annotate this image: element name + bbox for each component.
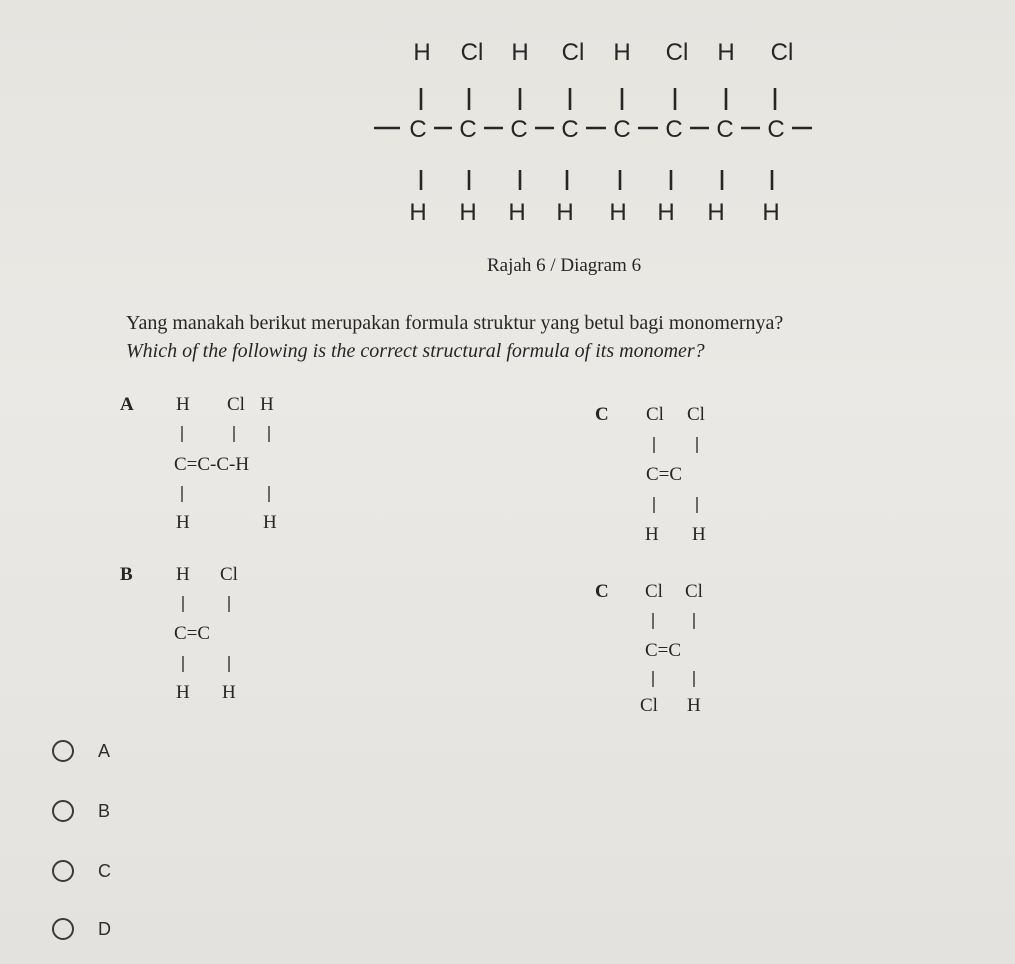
choice-a-structure xyxy=(110,390,350,540)
bottom-atom: H xyxy=(508,199,526,226)
chain-carbon: C xyxy=(613,116,631,143)
bottom-atom: H xyxy=(707,199,725,226)
top-atom: H xyxy=(613,39,631,66)
choice-bottom-atom: H xyxy=(645,524,659,545)
choice-c-structure-2 xyxy=(585,570,745,720)
top-atom: Cl xyxy=(460,39,484,66)
answer-label[interactable]: A xyxy=(98,740,111,761)
answer-label[interactable]: D xyxy=(98,918,111,939)
chain-carbon: C xyxy=(561,116,579,143)
top-atom: H xyxy=(511,39,529,66)
top-atom: Cl xyxy=(770,39,794,66)
top-atom: H xyxy=(413,39,431,66)
chain-carbon: C xyxy=(459,116,477,143)
chain-carbon: C xyxy=(510,116,528,143)
question-english: Which of the following is the correct structural formula of its monomer? xyxy=(126,340,705,362)
choice-bottom-atom: H xyxy=(176,512,190,533)
choice-b-structure xyxy=(110,560,310,710)
bottom-atom: H xyxy=(556,199,574,226)
answer-label[interactable]: B xyxy=(98,800,111,821)
bottom-atom: H xyxy=(609,199,627,226)
choice-top-atom: Cl xyxy=(687,404,705,425)
radio-button[interactable] xyxy=(52,860,74,882)
choice-top-atom: H xyxy=(176,564,190,585)
choice-bottom-atom: H xyxy=(687,695,701,716)
chain-carbon: C xyxy=(716,116,734,143)
bottom-atom: H xyxy=(657,199,675,226)
choice-top-atom: H xyxy=(260,394,274,415)
choice-formula: C=C-C-H xyxy=(174,454,250,475)
choice-top-atom: Cl xyxy=(220,564,238,585)
bottom-atom: H xyxy=(409,199,427,226)
radio-button[interactable] xyxy=(52,740,74,762)
top-atom: H xyxy=(717,39,735,66)
choice-formula: C=C xyxy=(174,623,211,644)
bottom-atom: H xyxy=(762,199,780,226)
choice-formula: C=C xyxy=(646,464,683,485)
choice-bottom-atom: H xyxy=(176,682,190,703)
choice-top-atom: Cl xyxy=(227,394,245,415)
chain-carbon: C xyxy=(409,116,427,143)
top-atom: Cl xyxy=(561,39,585,66)
radio-button[interactable] xyxy=(52,918,74,940)
choice-letter: C xyxy=(595,581,609,602)
polymer-structure-diagram xyxy=(370,30,820,230)
choice-letter: A xyxy=(120,394,134,415)
choice-bottom-atom: H xyxy=(222,682,236,703)
choice-letter: B xyxy=(120,564,133,585)
choice-top-atom: H xyxy=(176,394,190,415)
choice-bottom-atom: Cl xyxy=(640,695,658,716)
answer-option-b[interactable] xyxy=(52,796,110,826)
choice-top-atom: Cl xyxy=(646,404,664,425)
choice-letter: C xyxy=(595,404,609,425)
top-atom: Cl xyxy=(665,39,689,66)
chain-carbon: C xyxy=(767,116,785,143)
answer-option-a[interactable] xyxy=(52,736,110,766)
answer-option-d[interactable] xyxy=(52,914,111,944)
answer-option-c[interactable] xyxy=(52,856,111,886)
bottom-atom: H xyxy=(459,199,477,226)
choice-bottom-atom: H xyxy=(263,512,277,533)
choice-top-atom: Cl xyxy=(645,581,663,602)
diagram-caption: Rajah 6 / Diagram 6 xyxy=(487,255,642,276)
choice-c-structure-1 xyxy=(585,400,745,550)
choice-formula: C=C xyxy=(645,640,682,661)
chain-carbon: C xyxy=(665,116,683,143)
bond-lines xyxy=(374,88,812,190)
choice-bottom-atom: H xyxy=(692,524,706,545)
radio-button[interactable] xyxy=(52,800,74,822)
choice-top-atom: Cl xyxy=(685,581,703,602)
answer-label[interactable]: C xyxy=(98,860,111,881)
question-malay: Yang manakah berikut merupakan formula struktur yang betul bagi monomernya? xyxy=(126,312,784,334)
